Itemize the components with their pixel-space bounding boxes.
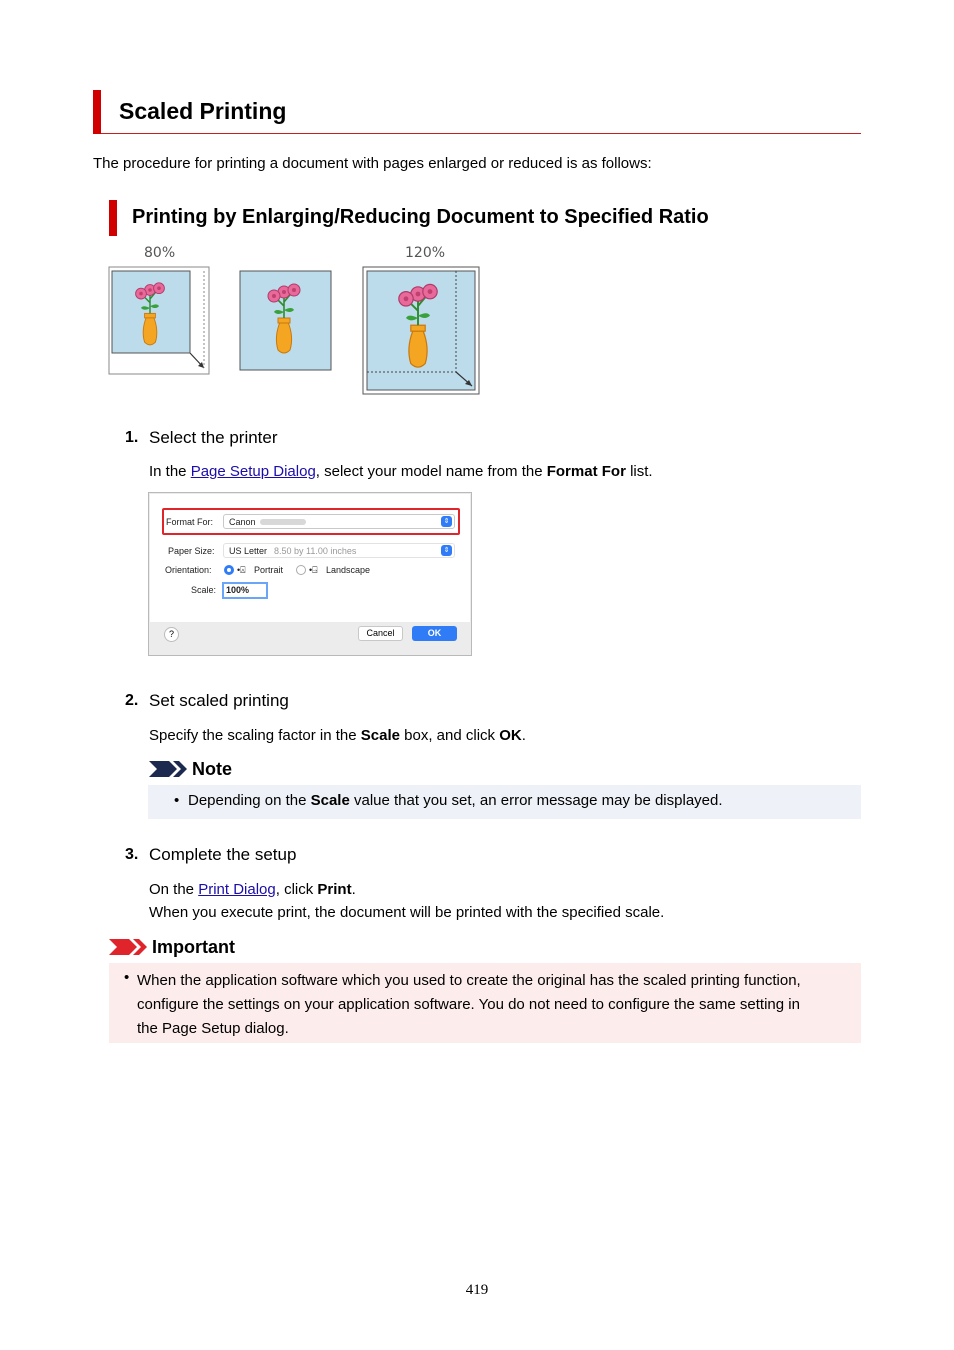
heading-rule — [101, 133, 861, 134]
step-3-title: Complete the setup — [149, 845, 297, 864]
ok-button[interactable]: OK — [412, 626, 457, 641]
step-1-text: In the Page Setup Dialog, select your model name from the Format For list. — [149, 463, 653, 480]
important-icon — [109, 939, 149, 955]
blurred-model-name — [260, 519, 306, 525]
page-title: Scaled Printing — [119, 98, 287, 124]
portrait-icon: •⍓ — [237, 565, 246, 575]
important-text: When the application software which you used to create the original has the scaled printing function, configure the settings on your application software. You do not need to configure the same setting in the Page Setup dialog. — [137, 972, 801, 1037]
step-1-title: Select the printer — [149, 428, 278, 447]
important-title: Important — [152, 937, 235, 957]
note-title: Note — [192, 759, 232, 779]
bullet: • — [124, 969, 130, 986]
popup-arrows-icon: ⇕ — [441, 545, 452, 556]
landscape-radio[interactable] — [296, 565, 306, 575]
portrait-label: Portrait — [254, 565, 284, 575]
section-title: Printing by Enlarging/Reducing Document to Specified Ratio — [132, 206, 709, 228]
figure-label-enlarge: 120% — [405, 245, 446, 261]
bullet: • — [174, 792, 180, 809]
figure-label-reduce: 80% — [144, 245, 176, 261]
popup-arrows-icon: ⇕ — [441, 516, 452, 527]
step-3-text: On the Print Dialog, click Print. — [149, 881, 356, 898]
note-text: Depending on the Scale value that you set, an error message may be displayed. — [188, 792, 723, 809]
paper-size-label: Paper Size: — [168, 546, 215, 556]
portrait-radio[interactable] — [224, 565, 234, 575]
important-box — [109, 963, 861, 1043]
step-2-title: Set scaled printing — [149, 691, 289, 710]
print-dialog-link[interactable]: Print Dialog — [198, 881, 276, 898]
scale-input[interactable]: 100% — [222, 582, 268, 599]
page-number: 419 — [465, 1282, 489, 1298]
heading-accent-bar — [93, 90, 101, 134]
intro-text: The procedure for printing a document with pages enlarged or reduced is as follows: — [93, 155, 652, 172]
cancel-button[interactable]: Cancel — [358, 626, 403, 641]
landscape-icon: •⍈ — [309, 565, 318, 575]
paper-size-popup[interactable]: US Letter 8.50 by 11.00 inches ⇕ — [223, 543, 455, 558]
format-for-label: Format For: — [166, 517, 214, 527]
format-for-popup[interactable]: Canon ⇕ — [223, 514, 455, 529]
step-1-number: 1. — [125, 429, 139, 446]
help-button[interactable]: ? — [164, 627, 179, 642]
note-box — [148, 785, 861, 819]
page-setup-dialog-link[interactable]: Page Setup Dialog — [190, 463, 316, 480]
scaling-illustration — [104, 262, 484, 398]
note-icon — [149, 761, 189, 777]
orientation-label: Orientation: — [165, 565, 212, 575]
step-3-text-line2: When you execute print, the document will be printed with the specified scale. — [149, 904, 665, 921]
page-setup-dialog-screenshot — [148, 492, 472, 656]
step-2-number: 2. — [125, 692, 139, 709]
scale-label: Scale: — [191, 585, 217, 595]
section-accent-bar — [109, 200, 117, 236]
step-2-text: Specify the scaling factor in the Scale box, and click OK. — [149, 727, 526, 744]
step-3-number: 3. — [125, 846, 139, 863]
landscape-label: Landscape — [326, 565, 371, 575]
